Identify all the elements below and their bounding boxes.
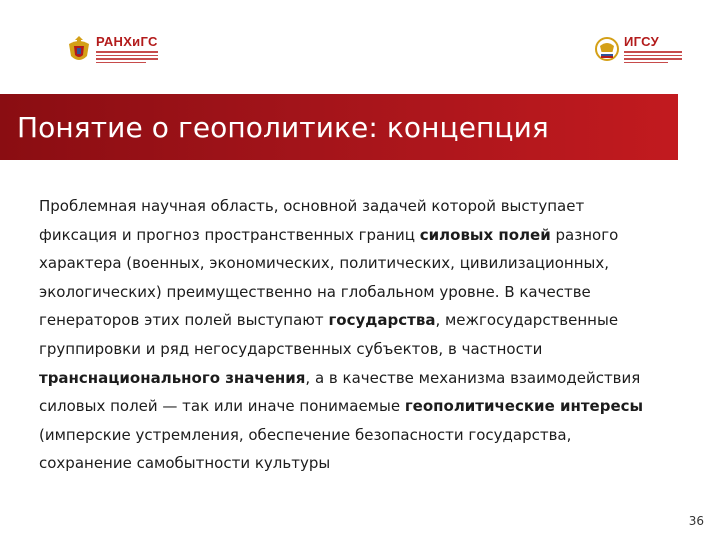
emphasized-term: геополитические интересы (404, 397, 644, 416)
text-segment: , межгосударственные (435, 311, 619, 330)
ranepa-logo-title: РАНХиГС (96, 34, 158, 49)
text-segment: (имперские устремления, обеспечение безопасности государства, (39, 425, 572, 444)
eagle-emblem-icon (594, 34, 620, 64)
text-line (39, 392, 689, 421)
slide-body-text (39, 192, 689, 478)
text-line (39, 421, 689, 450)
text-line (39, 221, 689, 250)
text-line (39, 449, 689, 478)
text-line (39, 364, 689, 393)
text-segment: генераторов этих полей выступают (39, 311, 329, 330)
text-segment: фиксация и прогноз пространственных границ (39, 225, 420, 244)
text-line (39, 249, 689, 278)
text-line (39, 306, 689, 335)
text-segment: силовых полей — так или иначе понимаемые (39, 397, 405, 416)
emphasized-term: государства (328, 311, 436, 330)
emphasized-term: силовых полей (419, 225, 551, 244)
igsu-logo (594, 34, 682, 64)
text-segment: группировки и ряд негосударственных субъектов, в частности (39, 339, 543, 358)
text-segment: характера (военных, экономических, политических, цивилизационных, (39, 254, 609, 273)
text-segment: Проблемная научная область, основной задачей которой выступает (39, 197, 585, 215)
text-line (39, 335, 689, 364)
coat-of-arms-icon (66, 34, 92, 64)
text-segment: , а в качестве механизма взаимодействия (305, 368, 641, 387)
igsu-logo-subtitle (624, 51, 682, 63)
ranepa-logo-subtitle (96, 51, 158, 63)
text-line (39, 192, 689, 221)
igsu-logo-title: ИГСУ (624, 34, 660, 49)
text-segment: экологических) преимущественно на глобальном уровне. В качестве (39, 282, 591, 301)
text-segment: разного (550, 225, 619, 244)
text-segment: сохранение самобытности культуры (39, 454, 331, 473)
ranepa-logo (66, 34, 158, 64)
page-number: 36 (688, 514, 704, 528)
text-line (39, 278, 689, 307)
title-band (0, 94, 678, 160)
emphasized-term: транснационального значения (39, 368, 306, 387)
slide-title: Понятие о геополитике: концепция (17, 110, 549, 144)
